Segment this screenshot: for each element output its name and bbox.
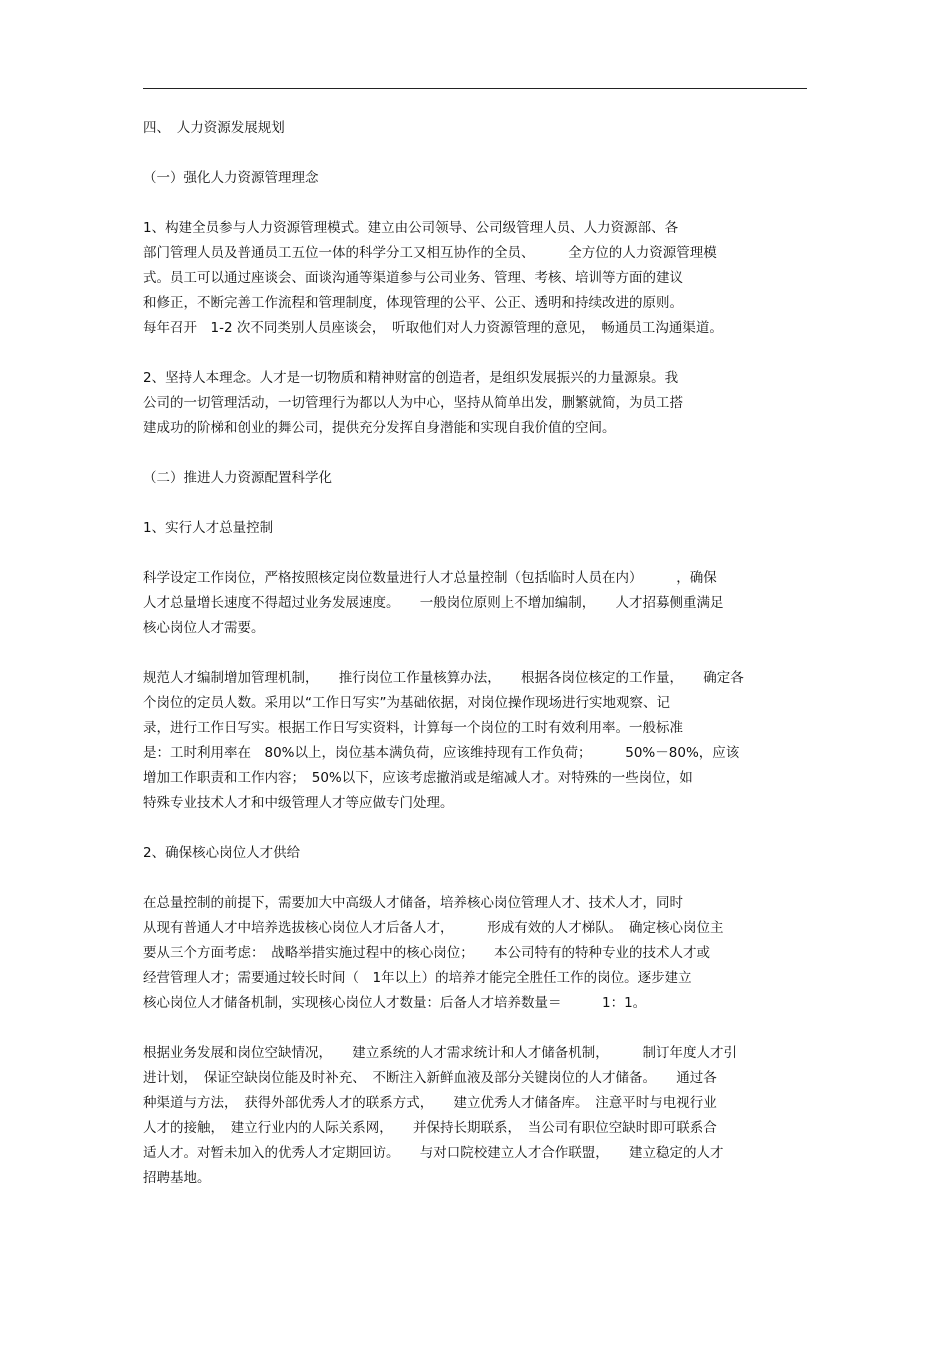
paragraph-line: 每年召开 1-2 次不同类别人员座谈会， 听取他们对人力资源管理的意见， 畅通员工沟通渠道。 (143, 320, 723, 336)
section-title-text: （一）强化人力资源管理理念 (143, 170, 319, 186)
paragraph-1 (143, 216, 807, 341)
paragraph-line: 人才的接触， 建立行业内的人际关系网， 并保持长期联系， 当公司有职位空缺时即可联系合 (143, 1120, 717, 1136)
paragraph-line: 是：工时利用率在 80%以上，岗位基本满负荷，应该维持现有工作负荷； 50%－80%，应该 (143, 745, 740, 761)
paragraph-line: 建成功的阶梯和创业的舞公司，提供充分发挥自身潜能和实现自我价值的空间。 (143, 420, 616, 436)
subsection-2-title (143, 841, 807, 866)
paragraph-line: 式。员工可以通过座谈会、面谈沟通等渠道参与公司业务、管理、考核、培训等方面的建议 (143, 270, 683, 286)
document-body (143, 116, 807, 1191)
paragraph-line: 规范人才编制增加管理机制， 推行岗位工作量核算办法， 根据各岗位核定的工作量， 确定各 (143, 670, 744, 686)
paragraph-line: 个岗位的定员人数。采用以“工作日写实”为基础依据，对岗位操作现场进行实地观察、记 (143, 695, 670, 711)
paragraph-line: 经营管理人才；需要通过较长时间（ 1年以上）的培养才能完全胜任工作的岗位。逐步建立 (143, 970, 692, 986)
paragraph-line: 和修正，不断完善工作流程和管理制度，体现管理的公平、公正、透明和持续改进的原则。 (143, 295, 683, 311)
paragraph-line: 人才总量增长速度不得超过业务发展速度。 一般岗位原则上不增加编制， 人才招募侧重满足 (143, 595, 724, 611)
subsection-title-text: 2、确保核心岗位人才供给 (143, 845, 301, 861)
section-title-text: （二）推进人力资源配置科学化 (143, 470, 332, 486)
paragraph-line: 2、坚持人本理念。人才是一切物质和精神财富的创造者，是组织发展振兴的力量源泉。我 (143, 370, 679, 386)
paragraph-line: 在总量控制的前提下，需要加大中高级人才储备，培养核心岗位管理人才、技术人才，同时 (143, 895, 683, 911)
paragraph-5 (143, 891, 807, 1016)
paragraph-6 (143, 1041, 807, 1191)
paragraph-line: 部门管理人员及普通员工五位一体的科学分工又相互协作的全员、 全方位的人力资源管理模 (143, 245, 717, 261)
paragraph-line: 科学设定工作岗位，严格按照核定岗位数量进行人才总量控制（包括临时人员在内） ，确保 (143, 570, 717, 586)
paragraph-2 (143, 366, 807, 441)
paragraph-line: 招聘基地。 (143, 1170, 211, 1186)
section-heading-4 (143, 116, 807, 141)
paragraph-line: 核心岗位人才需要。 (143, 620, 265, 636)
header-rule (143, 88, 807, 89)
paragraph-4 (143, 666, 807, 816)
section-1-title (143, 166, 807, 191)
paragraph-line: 适人才。对暂未加入的优秀人才定期回访。 与对口院校建立人才合作联盟， 建立稳定的人才 (143, 1145, 724, 1161)
paragraph-line: 进计划， 保证空缺岗位能及时补充、 不断注入新鲜血液及部分关键岗位的人才储备。 通过各 (143, 1070, 717, 1086)
subsection-1-title (143, 516, 807, 541)
paragraph-line: 从现有普通人才中培养选拔核心岗位人才后备人才， 形成有效的人才梯队。 确定核心岗位主 (143, 920, 724, 936)
subsection-title-text: 1、实行人才总量控制 (143, 520, 274, 536)
paragraph-line: 核心岗位人才储备机制，实现核心岗位人才数量：后备人才培养数量＝ 1：1。 (143, 995, 647, 1011)
section-2-title (143, 466, 807, 491)
paragraph-line: 1、构建全员参与人力资源管理模式。建立由公司领导、公司级管理人员、人力资源部、各 (143, 220, 679, 236)
paragraph-line: 特殊专业技术人才和中级管理人才等应做专门处理。 (143, 795, 454, 811)
paragraph-line: 增加工作职责和工作内容； 50%以下，应该考虑撤消或是缩减人才。对特殊的一些岗位，如 (143, 770, 693, 786)
paragraph-line: 根据业务发展和岗位空缺情况， 建立系统的人才需求统计和人才储备机制， 制订年度人才引 (143, 1045, 737, 1061)
paragraph-3 (143, 566, 807, 641)
paragraph-line: 要从三个方面考虑： 战略举措实施过程中的核心岗位； 本公司特有的特种专业的技术人才或 (143, 945, 710, 961)
paragraph-line: 种渠道与方法， 获得外部优秀人才的联系方式， 建立优秀人才储备库。 注意平时与电视行业 (143, 1095, 717, 1111)
paragraph-line: 公司的一切管理活动，一切管理行为都以人为中心，坚持从简单出发，删繁就简，为员工搭 (143, 395, 683, 411)
paragraph-line: 录，进行工作日写实。根据工作日写实资料，计算每一个岗位的工时有效利用率。一般标准 (143, 720, 683, 736)
heading-text: 四、 人力资源发展规划 (143, 120, 285, 136)
